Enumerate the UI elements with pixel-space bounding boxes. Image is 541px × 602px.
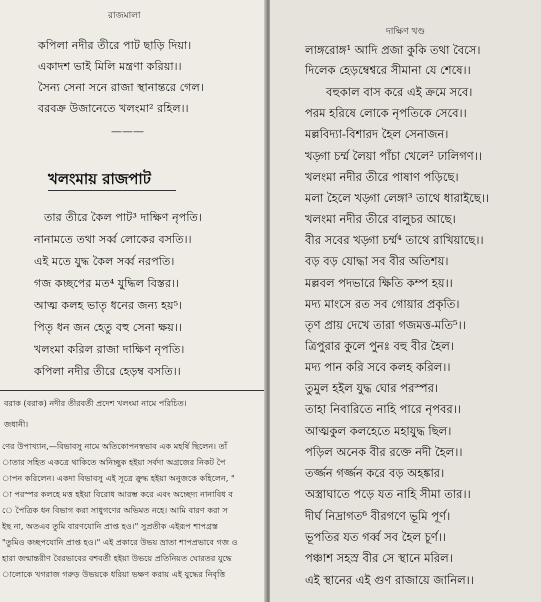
footnote-line: জধানী। — [4, 419, 29, 429]
verse-line: কপিলা নদীর তীরে হেড়ম্ব বসতি।। — [34, 365, 181, 378]
footnote-line: ইছ না, অতএব তুমি বারণযোনি প্রাপ্ত হও।" সুপ্রতীক এইরূপ শাপগ্রস্ত — [2, 521, 218, 531]
footnote-line: "তুমিও কচ্ছপযোনি প্রাপ্ত হও।" এই প্রকারে উভয় ভ্রাতা শাপপ্রভাবে গজ ও — [2, 537, 238, 547]
right-page — [270, 0, 541, 602]
verse-line: অস্ত্রাঘাতে পড়ে যত নাহি সীমা তার।। — [305, 487, 471, 501]
verse-line: এই মতে যুদ্ধ কৈল সর্ব্ব নরপতি। — [34, 255, 175, 268]
verse-line: মল্লবিদ্যা-বিশারদ হৈল সেনাজন। — [305, 127, 449, 141]
verse-line: মল্লবল পদভারে ক্ষিতি কম্প হয়।। — [305, 276, 453, 290]
verse-line: বীর সবের খড়্গা চর্ম্ম⁴ তাথে রাখিয়াছে।। — [305, 233, 484, 247]
verse-line: খড়্গা চর্ম্ম লৈয়া পাঁচা খেলে² ঢালিগণ।। — [305, 149, 482, 163]
verse-line: খলংমা নদীর তীরে পাষাণ পড়িছে। — [305, 170, 459, 184]
verse-line: ত্রিপুরার কুলে পুনঃ বহু বীর হৈল। — [305, 339, 454, 353]
verse-line: পরম হরিষে লোকে নৃপতিকে সেবে।। — [305, 106, 467, 120]
verse-line: তার তীরে কৈল পাট³ দাক্ষিণ নৃপতি। — [44, 211, 202, 224]
verse-line: মদ্য মাংসে রত সব গোয়ার প্রকৃতি। — [305, 297, 460, 311]
footnote-line: াপন করিলেন। একদা বিভাবসু এই সূত্রে ক্রুদ্ধ হইয়া অনুজকে কহিলেন, " — [2, 473, 235, 483]
verse-line: বরবক্র উজানেতে খলংমা² রহিল।। — [38, 102, 189, 115]
verse-line: বড় বড় যোদ্ধা সব বীর অতিশয়। — [305, 254, 449, 268]
section-heading: খলংমায় রাজপাট — [48, 170, 151, 188]
running-head-right: দাক্ষিণ খণ্ড — [386, 27, 426, 37]
footnote-line: ালোকে খগরাজ গরুড় উভয়কে ধরিয়া ভক্ষণ করায় এই যুদ্ধের নিবৃত্তি — [2, 569, 226, 579]
footnote-line: াতার সহিত একত্রে থাকিতে অনিচ্ছুক হইয়া সর্বদা অগ্রজের নিকট পৈ — [2, 457, 226, 467]
verse-line: কপিলা নদীর তীরে পাট ছাড়ি দিয়া। — [38, 39, 192, 52]
verse-line: একাদশ ভাই মিলি মন্ত্রণা করিয়া।। — [38, 60, 182, 73]
verse-line: তুমুল হইল যুদ্ধ ঘোর পরস্পর। — [305, 381, 439, 395]
verse-line: গজ কচ্ছপের মত⁴ যুদ্ধিল বিস্তর।। — [34, 277, 180, 290]
footnote-line: হারা জন্মান্তরীণ বৈরভাবের বশবর্তী হইয়া উভয়ে প্রতিনিয়ত ঘোরতর যুদ্ধে — [2, 553, 232, 563]
verse-line: দীর্ঘ নিদ্রাগত⁶ বীরগণে ভূমি পূর্ণ। — [305, 509, 451, 523]
verse-line: পড়িল অনেক বীর রক্তে নদী হৈল।। — [305, 445, 463, 459]
verse-line: লাঙ্গরোঙ্গ¹ আদি প্রজা কুকি তথা বৈসে। — [305, 43, 481, 57]
verse-line: বহুকাল বাস করে এই ক্রমে সবে। — [326, 85, 473, 99]
verse-line: মদ্য পান করি সবে কলহ করিল।। — [305, 360, 451, 374]
section-separator: ——— — [111, 125, 144, 138]
verse-line: খলংমা করিল রাজা দাক্ষিণ নৃপতি। — [34, 343, 185, 356]
verse-line: সৈন্য সেনা সনে রাজা স্থানান্তরে গেল। — [38, 81, 204, 94]
verse-line: ভূপতির যত গর্ব্ব সব হৈল চূর্ণ।। — [305, 530, 447, 544]
footnote-rule — [0, 390, 266, 391]
left-page — [0, 0, 266, 602]
footnote-line: ণের উপাখ্যান,—বিভাবসু নামে অতিকোপনস্বভাব এক মহর্ষি ছিলেন। তাঁ — [2, 441, 228, 451]
verse-line: পঞ্চাশ সহস্র বীর সে স্থানে মরিল। — [305, 551, 453, 565]
heading-underline — [48, 190, 176, 191]
verse-line: মলা হৈলে খড়্গা লেঙ্গা³ তাথে ধারাইছে।। — [305, 191, 490, 205]
verse-line: এই স্থানের এই গুণ রাজায়ে জানিল।। — [305, 573, 474, 587]
footnote-line: ে পৈত্রিক ধন বিভাগ করা সাধুগণের অভিমত নহে। আমি বারণ করা স — [2, 505, 228, 515]
verse-line: আত্ম কলহ ভাতৃ ধনের জন্য হয়⁵। — [34, 299, 183, 312]
verse-line: তৃণ প্রায় দেখে তারা গজমত্ত-মতি⁵।। — [305, 318, 466, 332]
verse-line: আত্মকুল কলহেতে মহাযুদ্ধ ছিল। — [305, 424, 452, 438]
verse-line: তর্জ্জন গর্জ্জন করে বড় অহঙ্কার। — [305, 466, 445, 480]
verse-line: তাহা নিবারিতে নাহি পারে নৃপবর।। — [305, 402, 461, 416]
verse-line: খলংমা নদীর তীরে বালুচর আছে। — [305, 212, 456, 226]
verse-line: দিলেক হেড়ম্বেশ্বরে সীমানা যে শেষে।। — [305, 63, 471, 77]
verse-line: পিতৃ ধন জন হেতু বহু সেনা ক্ষয়।। — [34, 321, 182, 334]
footnote-line: বরাক (বরাক) নদীর তীরবর্তী প্রদেশ খলংমা নামে পরিচিত। — [4, 398, 187, 408]
footnote-line: া পরস্পর কলহে মত্ত হইয়া বিরোধ আরম্ভ করে এবং অচ্ছেদ্য নানাবিধ ব — [2, 489, 233, 499]
verse-line: নানামতে তথা সর্ব্ব লোকের বসতি।। — [34, 233, 192, 246]
running-head-left: রাজমালা — [108, 11, 141, 21]
